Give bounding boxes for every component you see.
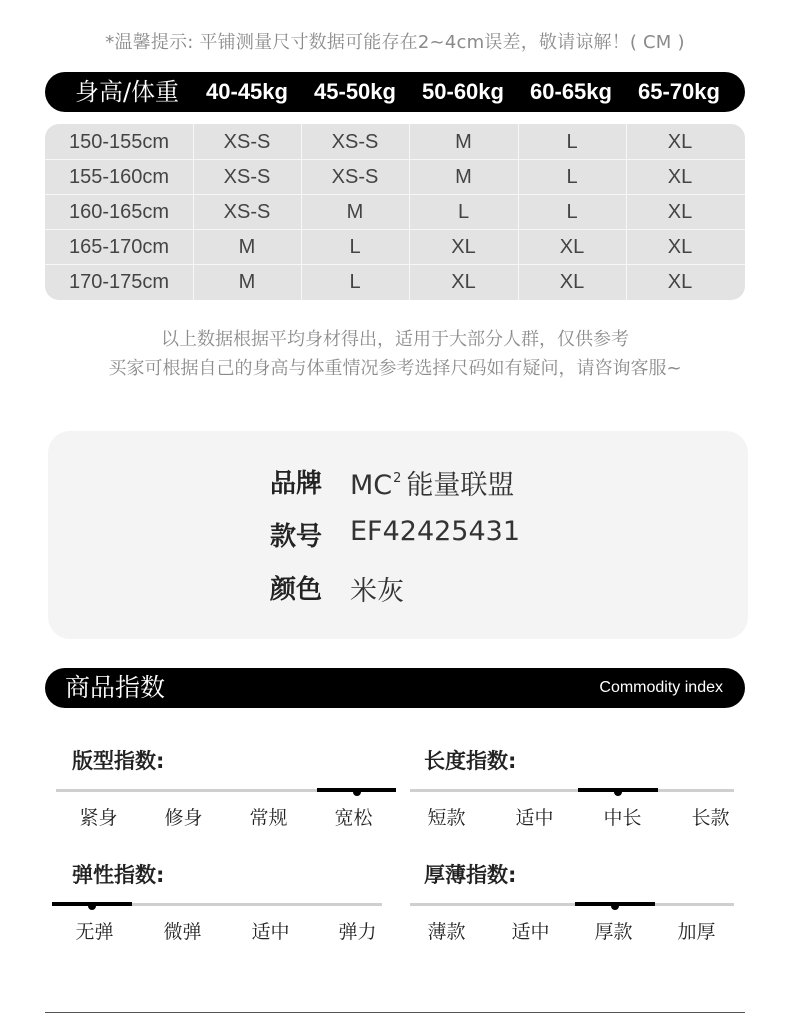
height-cell: 165-170cm [68, 236, 170, 258]
size-chart-table [45, 124, 745, 300]
elasticity-option: 弹力 [338, 921, 377, 943]
indicator-dot [611, 902, 619, 910]
style-label: 款号 [270, 522, 323, 552]
size-header-col: 45-50kg [314, 79, 396, 104]
thickness-index-title: 厚薄指数: [424, 863, 517, 887]
size-cell: XS-S [223, 201, 271, 223]
size-cell: L [457, 201, 470, 223]
size-cell: L [566, 201, 578, 223]
elasticity-index-track [52, 903, 382, 906]
brand-superscript: 2 [393, 471, 402, 486]
brand-value [350, 463, 514, 502]
size-cell: XL [667, 271, 693, 293]
thickness-index-track [410, 903, 734, 906]
fit-option: 常规 [249, 807, 288, 829]
fit-index [56, 745, 396, 845]
height-cell: 150-155cm [68, 131, 170, 153]
fit-index-marker [317, 788, 396, 792]
brand-name: MC [350, 470, 393, 501]
thickness-option: 适中 [511, 921, 550, 943]
size-header-height-weight: 身高/体重 [74, 78, 180, 106]
length-index [408, 745, 748, 845]
size-cell: XL [667, 236, 693, 258]
measurement-notice: *温馨提示: 平铺测量尺寸数据可能存在2~4cm误差，敬请谅解！( CM ) [105, 32, 685, 53]
size-cell: XL [451, 271, 476, 293]
elasticity-option-selected: 无弹 [75, 921, 114, 943]
bottom-divider [45, 1012, 745, 1013]
size-cell: XS-S [331, 131, 379, 153]
size-cell: L [349, 271, 361, 293]
fit-option-selected: 宽松 [334, 807, 373, 829]
size-header-col: 65-70kg [638, 79, 720, 104]
fit-option: 修身 [164, 807, 203, 829]
fit-index-track [56, 789, 396, 792]
size-cell: XS-S [223, 131, 271, 153]
thickness-index [408, 859, 748, 959]
size-cell: XL [667, 131, 693, 153]
elasticity-index-marker [52, 902, 132, 906]
size-cell: M [455, 131, 472, 153]
size-cell: M [238, 271, 256, 293]
size-cell: M [455, 166, 472, 188]
table-row [45, 125, 745, 160]
size-cell: XL [451, 236, 476, 258]
elasticity-option: 适中 [251, 921, 290, 943]
size-cell: M [346, 201, 364, 223]
commodity-index-title: 商品指数 [65, 673, 166, 702]
table-row [45, 265, 745, 300]
size-cell: XL [667, 201, 693, 223]
size-cell: XL [559, 271, 585, 293]
size-cell: L [566, 131, 578, 153]
table-row [45, 160, 745, 195]
brand-suffix: 能量联盟 [406, 470, 515, 501]
size-header-col: 40-45kg [206, 79, 288, 104]
length-option: 适中 [515, 807, 554, 829]
length-option: 长款 [691, 807, 730, 829]
height-cell: 160-165cm [68, 201, 170, 223]
thickness-option: 薄款 [427, 921, 466, 943]
size-chart-header [45, 72, 745, 112]
elasticity-index [52, 859, 392, 959]
elasticity-option: 微弹 [163, 921, 202, 943]
length-option-selected: 中长 [603, 807, 642, 829]
size-cell: L [566, 166, 578, 188]
fit-index-title: 版型指数: [72, 749, 165, 773]
table-row [45, 195, 745, 230]
length-option: 短款 [427, 807, 466, 829]
table-row [45, 230, 745, 265]
size-cell: L [349, 236, 361, 258]
size-cell: M [238, 236, 256, 258]
thickness-option-selected: 厚款 [594, 921, 633, 943]
brand-label: 品牌 [270, 469, 323, 499]
size-header-col: 50-60kg [422, 79, 504, 104]
commodity-index-subtitle: Commodity index [599, 679, 723, 696]
size-cell: XS-S [331, 166, 379, 188]
indicator-dot [88, 902, 96, 910]
length-index-track [410, 789, 734, 792]
size-cell: XL [559, 236, 585, 258]
size-cell: XL [667, 166, 693, 188]
size-header-col: 60-65kg [530, 79, 612, 104]
product-info-card [48, 431, 748, 639]
thickness-option: 加厚 [677, 921, 716, 943]
indicator-dot [614, 788, 622, 796]
thickness-index-marker [575, 902, 655, 906]
length-index-title: 长度指数: [424, 749, 517, 773]
style-value: EF42425431 [350, 516, 521, 547]
size-cell: XS-S [223, 166, 271, 188]
commodity-index-header [45, 668, 745, 708]
length-index-marker [578, 788, 658, 792]
fit-option: 紧身 [79, 807, 118, 829]
size-note-line-1: 以上数据根据平均身材得出，适用于大部分人群，仅供参考 [161, 329, 629, 350]
color-label: 颜色 [270, 575, 323, 605]
elasticity-index-title: 弹性指数: [72, 863, 165, 887]
size-note-line-2: 买家可根据自己的身高与体重情况参考选择尺码如有疑问，请咨询客服~ [108, 358, 682, 379]
height-cell: 170-175cm [68, 271, 170, 293]
indicator-dot [353, 788, 361, 796]
color-value: 米灰 [350, 576, 404, 607]
height-cell: 155-160cm [68, 166, 170, 188]
